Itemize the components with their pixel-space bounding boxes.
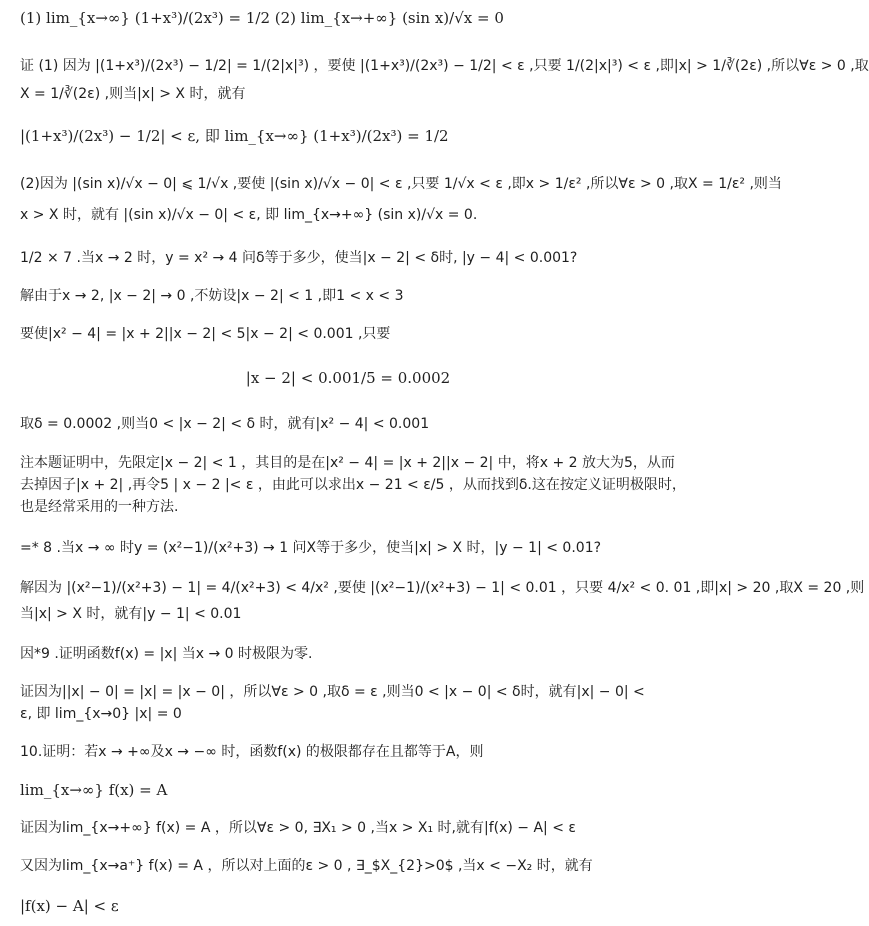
proof-10-line-1: 证因为lim_{x→+∞} f(x) = A ，所以∀ε > 0, ∃X₁ > 0 ,当x > X₁ 时,就有|f(x) − A| < ε	[20, 820, 576, 836]
proof-10-line-3: |f(x) − A| < ε	[20, 897, 119, 915]
problem-7: 1/2 × 7 .当x → 2 时，y = x² → 4 问δ等于多少，使当|x − 2| < δ时, |y − 4| < 0.001?	[20, 250, 578, 266]
problem-9: 因*9 .证明函数f(x) = |x| 当x → 0 时极限为零.	[20, 646, 313, 662]
proof-line-2: X = 1/∛(2ε) ,则当|x| > X 时，就有	[20, 86, 246, 102]
proof2-line-1: (2)因为 |(sin x)/√x − 0| ⩽ 1/√x ,要使 |(sin x)/√x − 0| < ε ,只要 1/√x < ε ,即x > 1/ε² ,所以∀ε > 0 ,取X = 1/ε² ,则当	[20, 176, 782, 192]
note-paragraph: 注本题证明中，先限定|x − 2| < 1 ，其目的是在|x² − 4| = |x + 2||x − 2| 中，将x + 2 放大为5，从而去掉因子|x + 2| ,再令5 | x − 2 |< ε ，由此可以求出x − 21 < ε/5 ，从而找到δ.这在按定义证明极限时，也是经常采用的一种方法.	[20, 455, 686, 515]
problem-10: 10.证明：若x → +∞及x → −∞ 时，函数f(x) 的极限都存在且都等于A，则	[20, 744, 484, 760]
solution-7-display-eq: |x − 2| < 0.001/5 = 0.0002	[245, 369, 451, 387]
proof-conclusion-1: |(1+x³)/(2x³) − 1/2| < ε, 即 lim_{x→∞} (1+x³)/(2x³) = 1/2	[20, 127, 449, 145]
solution-7-line-1: 解由于x → 2, |x − 2| → 0 ,不妨设|x − 2| < 1 ,即1 < x < 3	[20, 288, 404, 304]
problem-line-1: (1) lim_{x→∞} (1+x³)/(2x³) = 1/2 (2) lim_{x→+∞} (sin x)/√x = 0	[20, 9, 504, 27]
problem-8: =* 8 .当x → ∞ 时y = (x²−1)/(x²+3) → 1 问X等于多少，使当|x| > X 时，|y − 1| < 0.01?	[20, 540, 602, 556]
solution-7-line-2: 要使|x² − 4| = |x + 2||x − 2| < 5|x − 2| < 0.001 ,只要	[20, 326, 391, 342]
proof-9-line-2: ε, 即 lim_{x→0} |x| = 0	[20, 706, 182, 722]
solution-8-line-2: 当|x| > X 时，就有|y − 1| < 0.01	[20, 606, 242, 622]
proof-9-line-1: 证因为||x| − 0| = |x| = |x − 0| ，所以∀ε > 0 ,取δ = ε ,则当0 < |x − 0| < δ时，就有|x| − 0| <	[20, 684, 645, 700]
problem-10-statement: lim_{x→∞} f(x) = A	[20, 781, 168, 799]
proof-line-1: 证 (1) 因为 |(1+x³)/(2x³) − 1/2| = 1/(2|x|³) ，要使 |(1+x³)/(2x³) − 1/2| < ε ,只要 1/(2|x|³) < ε ,即|x| > 1/∛(2ε) ,所以∀ε > 0 ,取	[20, 58, 869, 74]
proof-10-line-2: 又因为lim_{x→a⁺} f(x) = A ，所以对上面的ε > 0 , ∃_$X_{2}>0$ ,当x < −X₂ 时，就有	[20, 858, 593, 874]
solution-7-line-3: 取δ = 0.0002 ,则当0 < |x − 2| < δ 时，就有|x² − 4| < 0.001	[20, 416, 430, 432]
proof2-line-2: x > X 时，就有 |(sin x)/√x − 0| < ε, 即 lim_{x→+∞} (sin x)/√x = 0.	[20, 207, 478, 223]
solution-8-line-1: 解因为 |(x²−1)/(x²+3) − 1| = 4/(x²+3) < 4/x² ,要使 |(x²−1)/(x²+3) − 1| < 0.01 ，只要 4/x² < 0. 01 ,即|x| > 20 ,取X = 20 ,则	[20, 580, 865, 596]
